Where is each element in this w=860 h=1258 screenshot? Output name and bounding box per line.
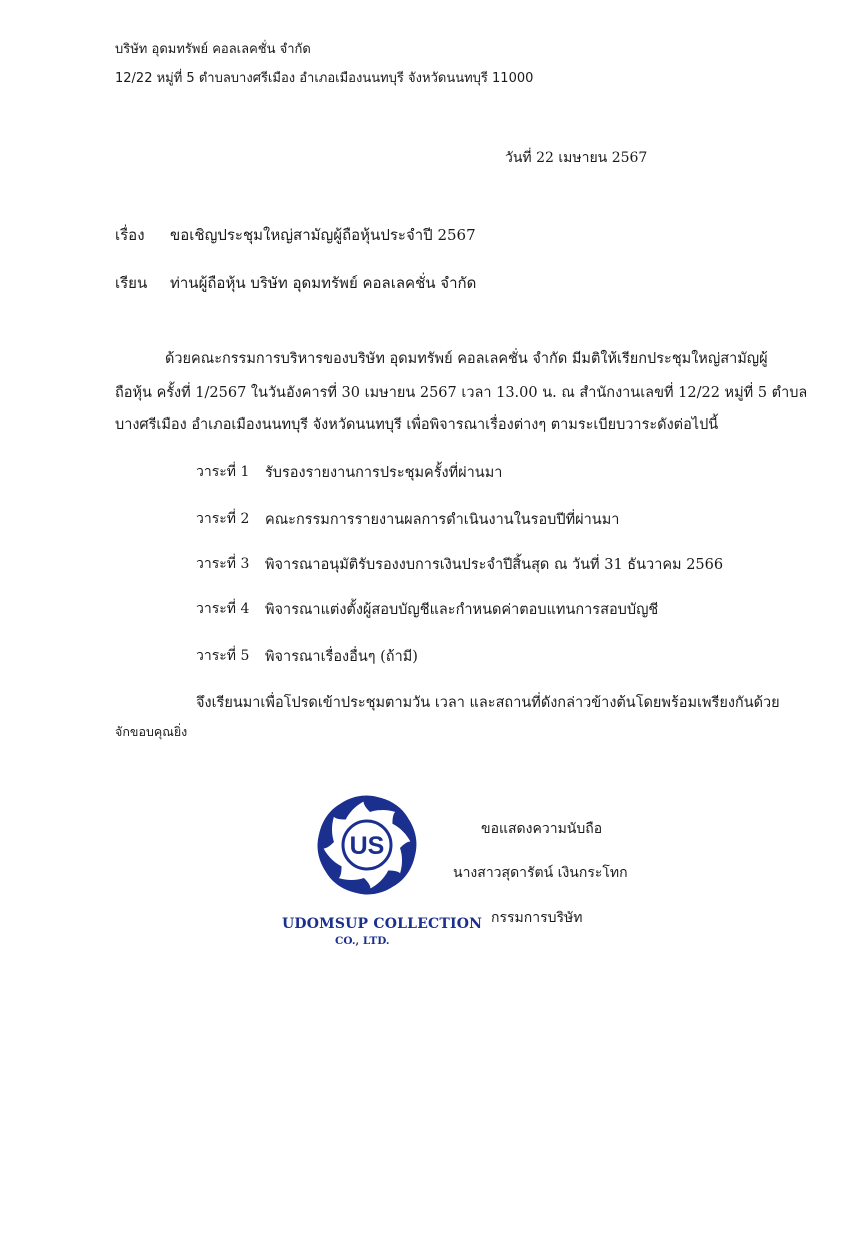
agenda-label: วาระที่ 1 <box>196 464 250 480</box>
company-address: 12/22 หมู่ที่ 5 ตำบลบางศรีเมือง อำเภอเมืองนนทบุรี จังหวัดนนทบุรี 11000 <box>115 71 534 86</box>
closing-line: จึงเรียนมาเพื่อโปรดเข้าประชุมตามวัน เวลา และสถานที่ดังกล่าวข้างต้นโดยพร้อมเพรียงกันด้วย <box>196 695 780 711</box>
recipient-label: เรียน <box>115 274 148 292</box>
agenda-label: วาระที่ 2 <box>196 511 250 527</box>
body-paragraph-line: ถือหุ้น ครั้งที่ 1/2567 ในวันอังคารที่ 30 เมษายน 2567 เวลา 13.00 น. ณ สำนักงานเลขที่ 12/22 หมู่ที่ 5 ตำบล <box>115 385 808 401</box>
letter-date: วันที่ 22 เมษายน 2567 <box>505 150 648 166</box>
signature-regards: ขอแสดงความนับถือ <box>481 821 603 837</box>
agenda-text: รับรองรายงานการประชุมครั้งที่ผ่านมา <box>265 465 503 481</box>
agenda-label: วาระที่ 5 <box>196 648 250 664</box>
subject-value: ขอเชิญประชุมใหญ่สามัญผู้ถือหุ้นประจำปี 2567 <box>170 226 476 244</box>
body-paragraph-line: บางศรีเมือง อำเภอเมืองนนทบุรี จังหวัดนนทบุรี เพื่อพิจารณาเรื่องต่างๆ ตามระเบียบวาระดังต่อไปนี้ <box>115 417 719 433</box>
logo-company-suffix: CO., LTD. <box>335 935 390 947</box>
subject-label: เรื่อง <box>115 226 145 244</box>
agenda-label: วาระที่ 3 <box>196 556 250 572</box>
signatory-name: นางสาวสุดารัตน์ เงินกระโทก <box>453 865 628 881</box>
recipient-value: ท่านผู้ถือหุ้น บริษัท อุดมทรัพย์ คอลเลคชั่น จำกัด <box>170 274 477 292</box>
us-swirl-logo-icon <box>312 790 422 900</box>
logo-company-name: UDOMSUP COLLECTION <box>282 916 483 932</box>
company-name: บริษัท อุดมทรัพย์ คอลเลคชั่น จำกัด <box>115 42 311 57</box>
body-paragraph-line: ด้วยคณะกรรมการบริหารของบริษัท อุดมทรัพย์ คอลเลคชั่น จำกัด มีมติให้เรียกประชุมใหญ่สามัญผู้ <box>165 351 768 367</box>
closing-line: จักขอบคุณยิ่ง <box>115 724 188 739</box>
agenda-text: คณะกรรมการรายงานผลการดำเนินงานในรอบปีที่ผ่านมา <box>265 512 620 528</box>
signatory-title: กรรมการบริษัท <box>491 910 583 926</box>
logo-monogram: US <box>349 832 385 860</box>
agenda-text: พิจารณาอนุมัติรับรองงบการเงินประจำปีสิ้นสุด ณ วันที่ 31 ธันวาคม 2566 <box>265 557 724 573</box>
agenda-label: วาระที่ 4 <box>196 601 250 617</box>
agenda-text: พิจารณาแต่งตั้งผู้สอบบัญชีและกำหนดค่าตอบแทนการสอบบัญชี <box>265 602 659 618</box>
agenda-text: พิจารณาเรื่องอื่นๆ (ถ้ามี) <box>265 649 418 665</box>
